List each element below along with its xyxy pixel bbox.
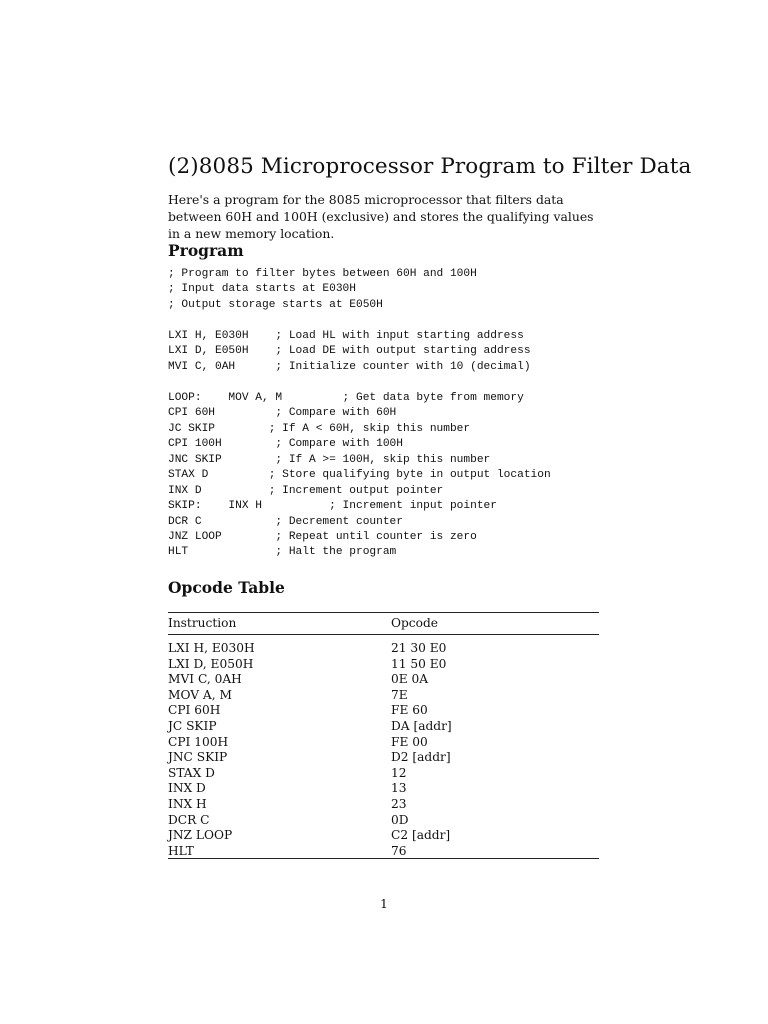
opcode-table-heading: Opcode Table — [168, 578, 285, 597]
code-line: LXI D, E050H ; Load DE with output starting address — [168, 345, 531, 358]
document-title: (2)8085 Microprocessor Program to Filter Data — [168, 154, 692, 179]
page-number: 1 — [380, 896, 388, 911]
table-row — [168, 688, 599, 704]
opcode-cell: FE 60 — [391, 703, 428, 718]
code-line: LXI H, E030H ; Load HL with input starting address — [168, 330, 524, 342]
opcode-cell: 23 — [391, 797, 407, 811]
table-row — [168, 657, 599, 673]
code-line: SKIP: INX H ; Increment input pointer — [168, 500, 497, 513]
opcode-cell: 76 — [391, 843, 407, 858]
opcode-cell: 21 30 E0 — [391, 641, 447, 655]
code-line: DCR C ; Decrement counter — [168, 515, 403, 528]
table-top-rule — [168, 612, 599, 613]
opcode-cell: DA [addr] — [391, 719, 452, 733]
table-header-row — [168, 616, 599, 632]
table-row — [168, 797, 599, 813]
opcode-cell: D2 [addr] — [391, 750, 451, 765]
table-row — [168, 781, 599, 797]
instruction-cell: JC SKIP — [168, 719, 217, 733]
instruction-cell: INX H — [168, 797, 207, 811]
table-row — [168, 766, 599, 782]
code-line: ; Output storage starts at E050H — [168, 298, 383, 311]
table-row — [168, 641, 599, 657]
table-row — [168, 813, 599, 829]
opcode-cell: FE 00 — [391, 734, 428, 749]
code-line: CPI 60H ; Compare with 60H — [168, 407, 397, 420]
header-instruction: Instruction — [168, 616, 237, 630]
opcode-cell: 11 50 E0 — [391, 656, 447, 671]
code-line: LOOP: MOV A, M ; Get data byte from memory — [168, 392, 524, 404]
table-row — [168, 735, 599, 751]
opcode-cell: C2 [addr] — [391, 828, 451, 843]
code-line: JNZ LOOP ; Repeat until counter is zero — [168, 530, 477, 543]
table-header-rule — [168, 634, 599, 635]
table-row — [168, 828, 599, 844]
code-line: ; Program to filter bytes between 60H and 100H — [168, 268, 477, 280]
opcode-cell: 13 — [391, 781, 407, 796]
opcode-cell: 7E — [391, 687, 408, 702]
code-line: JC SKIP ; If A < 60H, skip this number — [168, 422, 471, 435]
code-line: CPI 100H ; Compare with 100H — [168, 438, 403, 451]
instruction-cell: CPI 100H — [168, 734, 229, 749]
code-line: ; Input data starts at E030H — [168, 283, 356, 296]
instruction-cell: JNZ LOOP — [168, 828, 233, 843]
code-line: STAX D ; Store qualifying byte in output location — [168, 469, 551, 482]
instruction-cell: LXI H, E030H — [168, 641, 255, 655]
code-comments-block — [168, 267, 477, 313]
intro-paragraph: Here's a program for the 8085 microprocessor that filters data between 60H and 100H (exclusive) and stores the qualifying values in a new memory location. — [168, 192, 594, 241]
table-bottom-rule — [168, 858, 599, 859]
code-init-block — [168, 329, 531, 375]
table-row — [168, 750, 599, 766]
opcode-cell: 0E 0A — [391, 672, 429, 687]
instruction-cell: HLT — [168, 843, 194, 858]
table-row — [168, 703, 599, 719]
instruction-cell: MVI C, 0AH — [168, 672, 242, 687]
opcode-cell: 0D — [391, 812, 409, 827]
code-line: INX D ; Increment output pointer — [168, 484, 444, 497]
instruction-cell: LXI D, E050H — [168, 656, 254, 671]
program-heading: Program — [168, 241, 244, 260]
code-line: HLT ; Halt the program — [168, 546, 397, 559]
table-row — [168, 672, 599, 688]
table-row — [168, 719, 599, 735]
instruction-cell: DCR C — [168, 812, 210, 827]
instruction-cell: CPI 60H — [168, 703, 221, 718]
code-line: MVI C, 0AH ; Initialize counter with 10 (decimal) — [168, 360, 531, 373]
instruction-cell: STAX D — [168, 765, 215, 780]
header-opcode: Opcode — [391, 616, 438, 630]
instruction-cell: INX D — [168, 781, 206, 796]
instruction-cell: MOV A, M — [168, 687, 232, 702]
opcode-cell: 12 — [391, 765, 407, 780]
instruction-cell: JNC SKIP — [168, 750, 228, 765]
code-loop-block — [168, 391, 551, 561]
code-line: JNC SKIP ; If A >= 100H, skip this number — [168, 453, 491, 466]
